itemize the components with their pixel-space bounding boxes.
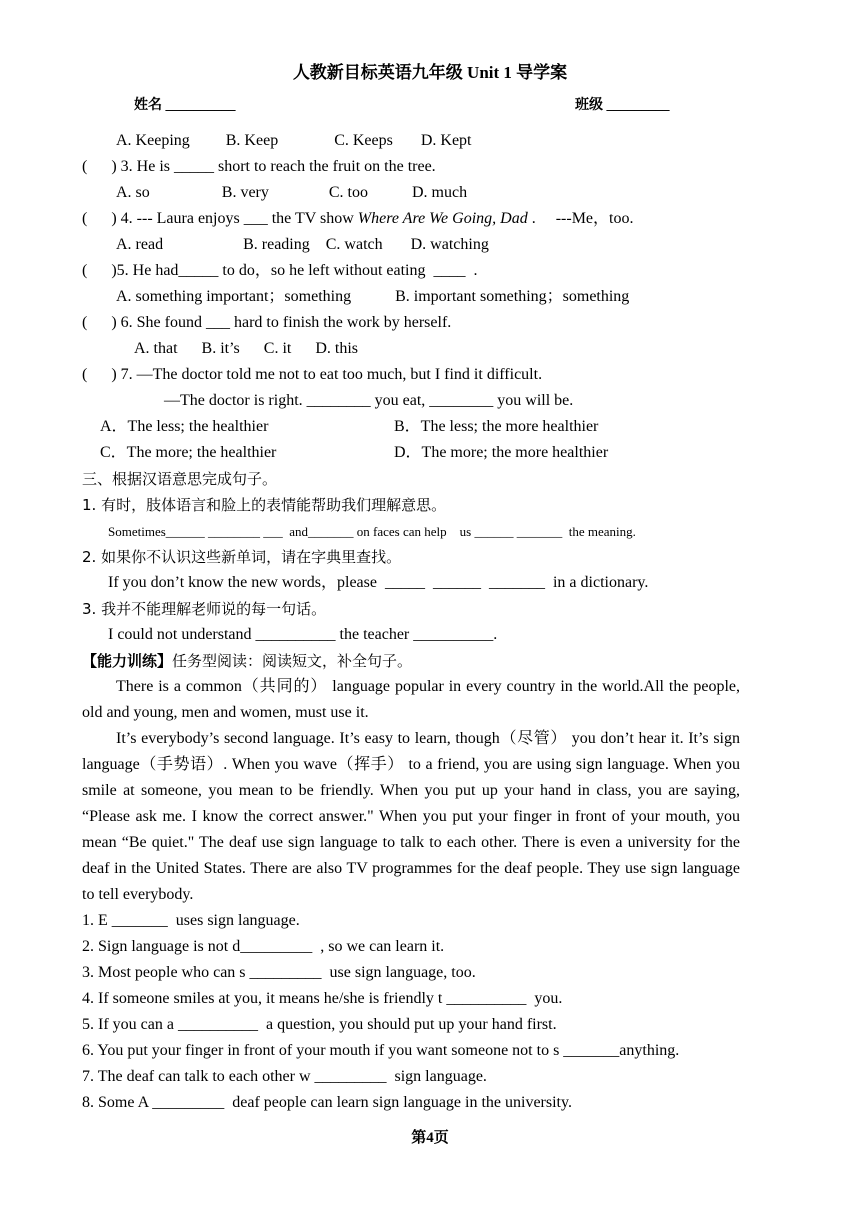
q7-option-a: A．The less; the healthier [100, 418, 269, 435]
q5-options: A. something important；something B. important something；something [116, 288, 630, 305]
q6-options: A. that B. it’s C. it D. this [134, 340, 359, 357]
passage-paragraph-1: There is a common（共同的） language popular in every country in the world.All the people, old and young, men and women, must use it. [82, 678, 740, 721]
q4-options: A. read B. reading C. watch D. watching [116, 236, 489, 253]
task-item-8: 8. Some A _________ deaf people can learn sign language in the university. [82, 1094, 572, 1111]
q4-show-title: Where Are We Going, Dad [357, 210, 528, 227]
q7-option-b: B．The less; the more healthier [394, 418, 599, 435]
q4-stem [82, 209, 633, 229]
s1-chinese: 1. 有时，肢体语言和脸上的表情能帮助我们理解意思。 [82, 496, 447, 514]
task-item-3: 3. Most people who can s _________ use sign language, too. [82, 964, 476, 981]
s3-english: I could not understand __________ the teacher __________. [108, 626, 498, 643]
q4-stem-post: . ---Me，too. [527, 210, 634, 227]
q5-stem: ( )5. He had_____ to do，so he left without eating ____ . [82, 262, 478, 279]
q4-stem-pre: ( ) 4. --- Laura enjoys ___ the TV show [82, 210, 358, 227]
task-item-1: 1. E _______ uses sign language. [82, 912, 300, 929]
q7-option-d: D．The more; the more healthier [394, 444, 609, 461]
class-field: 班级 _________ [575, 98, 670, 113]
task-item-7: 7. The deaf can talk to each other w _________ sign language. [82, 1068, 487, 1085]
q3-options: A. so B. very C. too D. much [116, 184, 468, 201]
reading-heading-tag: 【能力训练】 [82, 652, 173, 670]
q6-stem: ( ) 6. She found ___ hard to finish the work by herself. [82, 314, 452, 331]
q2-options: A. Keeping B. Keep C. Keeps D. Kept [116, 132, 472, 149]
task-item-6: 6. You put your finger in front of your mouth if you want someone not to s _______anything. [82, 1042, 680, 1059]
s2-chinese: 2. 如果你不认识这些新单词，请在字典里查找。 [82, 548, 402, 566]
q3-stem: ( ) 3. He is _____ short to reach the fruit on the tree. [82, 158, 436, 175]
s3-chinese: 3. 我并不能理解老师说的每一句话。 [82, 600, 327, 618]
q7-stem: ( ) 7. —The doctor told me not to eat too much, but I find it difficult. [82, 366, 543, 383]
q7-dialog: —The doctor is right. ________ you eat, ________ you will be. [164, 392, 574, 409]
task-item-4: 4. If someone smiles at you, it means he/she is friendly t __________ you. [82, 990, 563, 1007]
passage-paragraph-2: It’s everybody’s second language. It’s easy to learn, though（尽管） you don’t hear it. It’s sign language（手势语）. When you wave（挥手） to a friend, you are using sign language. When you smile at someone, you mean to be friendly. When you put up your hand in class, you are saying, “Please ask me. I know the correct answer." When you put your finger in front of your mouth, you mean “Be quiet." The deaf use sign language to talk to each other. There is even a university for the deaf in the United States. There are also TV programmes for the deaf people. They use sign language to tell everybody. [82, 730, 740, 903]
reading-heading [82, 651, 412, 671]
task-item-5: 5. If you can a __________ a question, you should put up your hand first. [82, 1016, 557, 1033]
reading-passage [82, 674, 740, 908]
page-number: 第4页 [411, 1130, 449, 1146]
s1-english: Sometimes______ ________ ___ and_______ on faces can help us ______ _______ the meaning. [108, 524, 636, 539]
name-field: 姓名 __________ [134, 98, 236, 113]
page-title: 人教新目标英语九年级 Unit 1 导学案 [292, 63, 568, 82]
q7-option-c: C．The more; the healthier [100, 444, 277, 461]
task-item-2: 2. Sign language is not d_________ , so we can learn it. [82, 938, 445, 955]
reading-heading-text: 任务型阅读：阅读短文，补全句子。 [172, 652, 413, 670]
section3-heading: 三、根据汉语意思完成句子。 [82, 470, 278, 488]
s2-english: If you don’t know the new words，please _____ ______ _______ in a dictionary. [108, 574, 649, 591]
